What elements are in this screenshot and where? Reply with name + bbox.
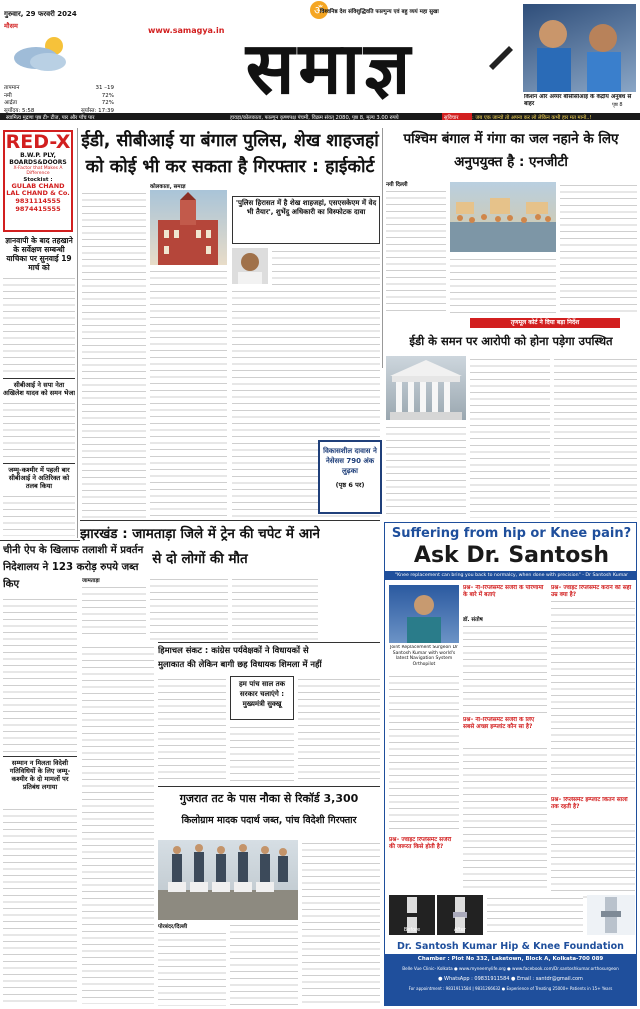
suvendu-photo [232, 248, 268, 284]
divider [382, 128, 383, 368]
jk-body [3, 806, 77, 1006]
himachal-body-1 [158, 676, 226, 782]
doctor-photo [389, 585, 459, 643]
text-block [158, 930, 226, 1006]
rule [158, 642, 380, 643]
redx-line3: X-Factor that Makes A Difference [13, 166, 63, 176]
svg-text:ॐ: ॐ [313, 4, 325, 17]
weather-label: मौसम [4, 22, 18, 30]
strip-news: : जब एक जान्वो तो अपना कर लो लेकिन कभी हार मत मानो..! [472, 115, 592, 120]
xray-before-label: Before [403, 927, 421, 933]
left-headline-2[interactable]: सीबीआई ने सपा नेता अखिलेश यादव को समन भेजा [3, 378, 75, 397]
tagline: विश्वनिष्ठ देश संविशुद्धिवति फाल्गुन्य एवं बहु व्ययं महा सुखा [320, 9, 439, 15]
qa3-question: प्रश्न– ज्वाइंट रिप्लेसमेंट कराने की सही उम्र क्या है? [551, 585, 635, 599]
text-block [560, 182, 637, 313]
ganga-photo [450, 182, 556, 252]
china-body-1 [3, 596, 77, 754]
strip-news-label: सुविचार [442, 113, 472, 120]
jamtara-dateline: जामताड़ा [82, 578, 100, 584]
text-block [272, 248, 380, 286]
promo-box[interactable] [318, 440, 382, 514]
doctor-ad[interactable] [384, 522, 637, 1006]
ed-court-photo [386, 356, 466, 420]
text-block [232, 576, 318, 640]
court-photo [150, 190, 227, 265]
redx-phone1: 9831114555 [15, 197, 61, 205]
gujarat-headline-line1: गुजरात तट के पास नौका से रिकॉर्ड 3,300 [179, 792, 359, 805]
lead-headline-line2: को कोई भी कर सकता है गिरफ्तार : हाईकोर्ट [85, 157, 375, 177]
redx-line1: B.W.P. PLY, [20, 152, 56, 159]
left-body-1 [3, 275, 75, 375]
ad-quote: "Knee replacement can bring you back to normalcy, when done with precision" - Dr Santosh Kumar [385, 571, 637, 580]
himachal-headline[interactable]: मुलाकात की लेकिन बागी छह विधायक शिमला में नहीं [158, 659, 322, 669]
teaser-text[interactable]: किशन और अय्यर बीसीसीआई के केंद्रीय अनुबंध से बाहर [524, 94, 632, 107]
ganga-body-2 [450, 256, 556, 313]
footer-line4: For appointment : 9831911584 | 9831266632 ● Experience of Treating 25000+ Patients in 15+ Years [408, 986, 613, 991]
stat-key: नमी [4, 92, 12, 99]
text-block [3, 596, 77, 754]
jamtara-headline[interactable]: झारखंड : जामताड़ा जिले में ट्रेन की चपेट में आने से दो लोगों की मौत [80, 526, 320, 567]
qa1-question: प्रश्न– नी–रिप्लेसमेंट सर्जरी के परिणामों के बारे में बताएं [463, 585, 544, 598]
gujarat-body-3 [302, 840, 380, 1006]
gujarat-dateline: पोरबंदर/दिल्ली [158, 924, 188, 930]
himachal-kicker: हिमाचल संकट : कांग्रेस पर्यवेक्षकों ने विधायकों से [158, 645, 309, 655]
teaser-page: पृष्ठ 8 [612, 102, 623, 108]
himachal-body-2 [230, 724, 294, 782]
redx-stockist: Stockist : [23, 177, 53, 183]
text-block [551, 821, 635, 901]
left-column [3, 236, 75, 536]
gujarat-body-2 [230, 922, 298, 1006]
rule [158, 786, 380, 787]
text-block [386, 424, 466, 518]
stat-val: 31 –19 [95, 85, 114, 91]
text-block [3, 806, 77, 1006]
text-block [389, 673, 459, 833]
text-block [302, 840, 380, 1006]
qa1-body [463, 623, 547, 713]
qa2-body [463, 745, 547, 893]
ed-body-2 [554, 356, 637, 518]
ad-title: Ask Dr. Santosh [413, 543, 610, 568]
lead-dateline: कोलकाता, समाज्ञ [150, 184, 186, 190]
weather-stats [4, 85, 114, 115]
ed-headline[interactable]: ईडी के समन पर आरोपी को होना पड़ेगा उपस्थित [409, 334, 613, 348]
redx-phone2: 9874415555 [15, 205, 61, 213]
ad-body-bottom [487, 895, 583, 935]
rule [0, 540, 80, 541]
text-block [158, 676, 226, 782]
redx-line2: BOARDS&DOORS [9, 159, 67, 166]
masthead-bg [120, 0, 520, 113]
ad-footer[interactable] [385, 939, 636, 1005]
footer-line2: Belle Vue Clinic- Kolkata ● www.myneemylife.org ● www.facebook.com/Dr.santoshkumar.orthosurgeon [402, 966, 619, 971]
text-block [386, 188, 446, 313]
rule [80, 520, 380, 521]
promo-line: विकासशील दावास ने नेसेसस 790 अंक लुढ़का [323, 447, 377, 475]
himachal-sub-kicker: हम पांच साल तक सरकार चलाएंगे : मुख्यमंत्री सुक्खू [230, 676, 294, 720]
gujarat-headline-line2: किलोग्राम मादक पदार्थ जब्त, पांच विदेशी गिरफ्तार [181, 815, 357, 826]
text-block [298, 676, 380, 782]
text-block [230, 724, 294, 782]
ad-redx[interactable] [3, 130, 73, 232]
qa2-question: प्रश्न– नी–रिप्लेसमेंट सर्जरी के लिए सबसे अच्छा इम्प्लांट कौन सा है? [463, 717, 535, 730]
left-headline-1[interactable]: ज्ञानवापी के बाद तहखाने के सर्वेक्षण सम्बन्धी याचिका पर सुनवाई 19 मार्च को [5, 236, 73, 272]
header [0, 0, 640, 120]
stat-val: 72% [101, 100, 114, 106]
lead-body-col2 [150, 268, 227, 520]
weather-cloud-icon [6, 32, 76, 74]
footer-line1: Chamber : Plot No 332, Laketown, Block A, Kolkata-700 089 [417, 956, 604, 962]
ad-body-left [389, 673, 459, 833]
qa5-question: प्रश्न– ज्वाइंट रिप्लेसमेंट सर्जरी की जरूरत किसे होती है? [389, 837, 452, 850]
text-block [463, 623, 547, 713]
footer-title: Dr. Santosh Kumar Hip & Knee Foundation [385, 939, 636, 954]
footer-line3: ● WhatsApp : 09831911584 ● Email : santdr@gmail.com [438, 976, 583, 982]
ed-body-3 [386, 424, 466, 518]
qa1-answer-label: डॉ. संतोष [463, 617, 483, 623]
gujarat-photo [158, 840, 298, 920]
text-block [487, 895, 583, 935]
doctor-caption: Joint Replacement Surgeon Dr Santosh Kumar with world's latest Navigation System Orthopilot [390, 645, 458, 667]
text-block [470, 356, 550, 518]
ganga-headline[interactable]: पश्चिम बंगाल में गंगा का जल नहाने के लिए अनुपयुक्त है : एनजीटी [403, 131, 619, 170]
jk-headline[interactable]: सम्मान न मिलता विदेशी गतिविधियों के लिए जम्मू-कश्मीर के दो मामलों पर प्रतिबंध लगाया [3, 756, 77, 804]
text-block [463, 745, 547, 893]
ad-body-right-mid [551, 659, 635, 791]
stat-key: आर्द्रता [4, 100, 18, 106]
jamtara-body-3 [232, 576, 318, 640]
lead-body-col1 [82, 190, 146, 520]
teaser-photo [523, 4, 636, 92]
text-block [230, 922, 298, 1006]
text-block [551, 659, 635, 791]
text-block [554, 356, 637, 518]
gujarat-body-1 [158, 930, 226, 1006]
text-block [82, 190, 146, 520]
himachal-body-3 [298, 676, 380, 782]
quote-body-top [272, 248, 380, 286]
ganga-body-1 [386, 188, 446, 313]
ad-body-right-bottom [551, 821, 635, 901]
text-block [150, 576, 228, 640]
jamtara-body-2 [150, 576, 228, 640]
quote-title: 'पुलिस हिरासत में है शेख शाहजहां, एसएसकेएम में वेद भी तैयार', शुभेंदु अधिकारी का विस्फोटक दावा [235, 199, 377, 216]
china-headline[interactable]: चीनी ऐप के खिलाफ तलाशी में प्रवर्तन निदेशालय ने 123 करोड़ रुपये जब्त किए [3, 545, 144, 590]
left-body-3 [3, 493, 75, 536]
xray-after-label: After [453, 927, 466, 933]
pen-icon [485, 40, 515, 70]
stat-key: तापमान [4, 85, 20, 91]
divider [77, 128, 78, 538]
strip-left: स्वामित्व मुद्रणा पृष्ठ टी॰ टीज, पार और पाँच पार [6, 115, 95, 120]
website-link[interactable]: www.samagya.in [148, 26, 225, 35]
left-body-2 [3, 400, 75, 460]
stat-key: सूर्योदय: 5:58 [4, 107, 35, 114]
stat-val: 72% [101, 92, 114, 99]
quote-box[interactable] [232, 196, 380, 244]
info-strip [0, 113, 640, 120]
strip-mid: हावड़ा/कोलकाता, फाल्गुन कृष्णपक्ष पंचमी, विक्रम संवत् 2080, पृष्ठ 8, मूल्य 3.00 रुपये [230, 115, 399, 120]
ed-kicker: तृणमूल कोर्ट ने दिया बड़ा निर्देश [470, 318, 620, 328]
promo-page: (पृष्ठ 6 पर) [335, 481, 365, 489]
gujarat-headline[interactable] [158, 788, 380, 836]
text-block [150, 268, 227, 520]
ed-body-1 [470, 356, 550, 518]
ganga-dateline: नयी दिल्ली [386, 182, 408, 188]
redx-brand: RED-X [5, 131, 71, 153]
stat-val: सूर्यास्त: 17:39 [80, 107, 114, 114]
masthead-title: समाज्ञ [245, 26, 415, 109]
knee-implant-image [587, 895, 635, 935]
text-block [82, 644, 154, 1004]
china-body-2 [82, 644, 154, 1008]
qa4-question: प्रश्न– रिप्लेसमेंट इम्प्लांट कितने सालों तक रहती है? [551, 797, 628, 810]
date-label: गुरुवार, 29 फरवरी 2024 [4, 10, 77, 18]
left-headline-3[interactable]: जम्मू-कश्मीर में पहली बार सीबीआई ने अतिरिक्त को तलब किया [3, 463, 75, 490]
text-block [450, 256, 556, 313]
ad-question: Suffering from hip or Knee pain? [391, 526, 632, 541]
lead-headline-line1: ईडी, सीबीआई या बंगाल पुलिस, शेख शाहजहां [81, 131, 379, 151]
lead-headline[interactable] [80, 128, 380, 184]
redx-shop: GULAB CHAND LAL CHAND & Co. [6, 182, 70, 197]
ganga-body-3 [560, 182, 637, 313]
